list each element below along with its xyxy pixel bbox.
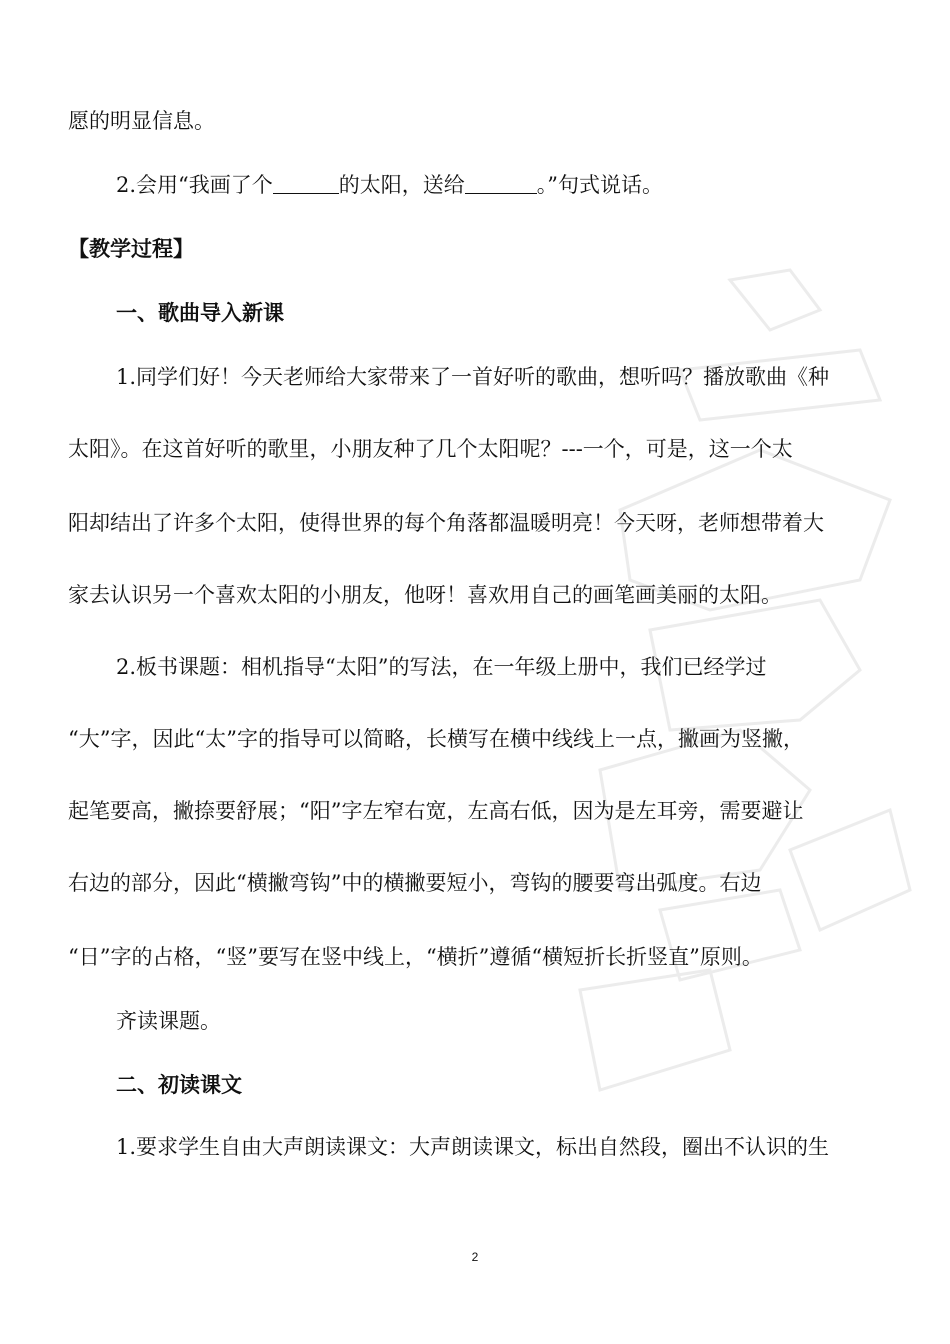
fill-blank-1 bbox=[273, 173, 339, 194]
text-line-1: 愿的明显信息。 bbox=[68, 109, 215, 133]
subheading-first-reading: 二、初读课文 bbox=[116, 1072, 242, 1097]
text-line-9: 起笔要高，撇捺要舒展；“阳”字左窄右宽，左高右低，因为是左耳旁，需要避让 bbox=[68, 799, 804, 823]
text-line-7: 2.板书课题：相机指导“太阳”的写法，在一年级上册中，我们已经学过 bbox=[116, 655, 767, 679]
text-line-12: 齐读课题。 bbox=[116, 1009, 221, 1033]
fill-blank-2 bbox=[465, 173, 537, 194]
page-number: 2 bbox=[471, 1250, 479, 1264]
text-line-6: 家去认识另一个喜欢太阳的小朋友，他呀！喜欢用自己的画笔画美丽的太阳。 bbox=[68, 583, 782, 607]
text-line-8: “大”字，因此“太”字的指导可以简略，长横写在横中线线上一点，撇画为竖撇， bbox=[68, 727, 804, 751]
text-line-2: 2.会用“我画了个 的太阳，送给 。”句式说话。 bbox=[116, 173, 664, 197]
text-line-5: 阳却结出了许多个太阳，使得世界的每个角落都温暖明亮！今天呀，老师想带着大 bbox=[68, 511, 824, 535]
text-line-4: 太阳》。在这首好听的歌里，小朋友种了几个太阳呢？---一个，可是，这一个太 bbox=[68, 437, 793, 461]
text-line-3: 1.同学们好！今天老师给大家带来了一首好听的歌曲，想听吗？播放歌曲《种 bbox=[116, 365, 830, 389]
section-heading-teaching-process: 【教学过程】 bbox=[68, 236, 194, 261]
subheading-song-intro: 一、歌曲导入新课 bbox=[116, 300, 284, 325]
text-line-13: 1.要求学生自由大声朗读课文：大声朗读课文，标出自然段，圈出不认识的生 bbox=[116, 1135, 830, 1159]
text-line-10: 右边的部分，因此“横撇弯钩”中的横撇要短小，弯钩的腰要弯出弧度。右边 bbox=[68, 871, 762, 895]
text-line-11: “日”字的占格，“竖”要写在竖中线上，“横折”遵循“横短折长折竖直”原则。 bbox=[68, 945, 763, 969]
